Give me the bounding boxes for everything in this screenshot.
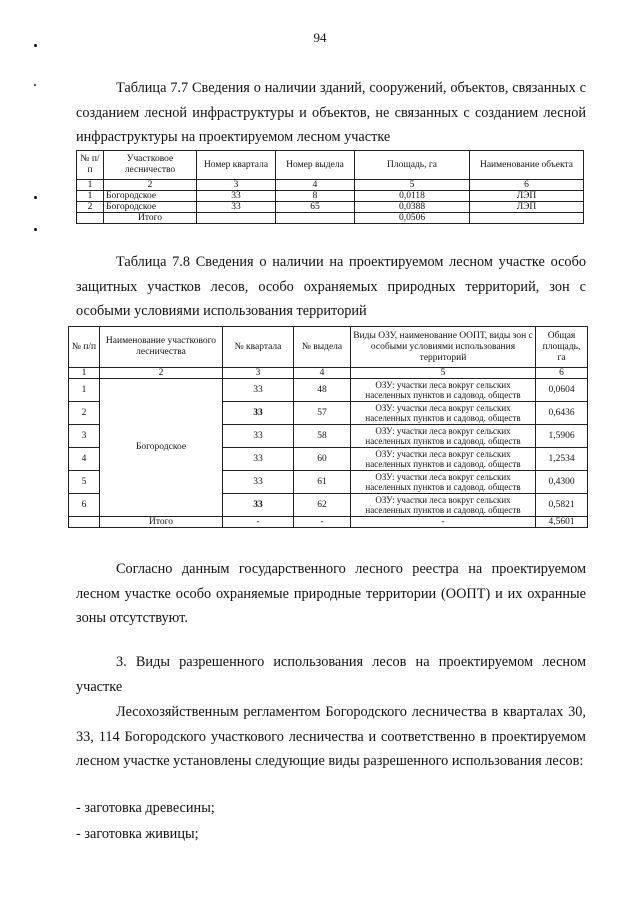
paragraph-oopt: Согласно данным государственного лесного реестра на проектируемом лесном участке особо охраняемые природные территории (ООПТ) и их охранные зоны отсутствуют. — [76, 561, 586, 626]
table-header-row — [77, 151, 584, 180]
header-cell: № п/п — [69, 327, 100, 368]
plot-cell: 48 — [294, 379, 351, 402]
zone-cell: ОЗУ: участки леса вокруг сельских населенных пунктов и садовод. обществ — [351, 448, 536, 471]
area-cell: 1,2534 — [536, 448, 588, 471]
plot-cell: 62 — [294, 494, 351, 517]
forestry-cell: Богородское — [104, 191, 197, 202]
scan-mark — [34, 196, 37, 199]
total-row — [77, 213, 584, 224]
forestry-cell: Богородское — [100, 379, 223, 517]
row-number: 2 — [69, 402, 100, 425]
plot-cell: 58 — [294, 425, 351, 448]
header-cell: № п/п — [77, 151, 104, 180]
row-number: 4 — [69, 448, 100, 471]
index-cell: 2 — [104, 180, 197, 191]
index-cell: 6 — [470, 180, 584, 191]
area-cell: 1,5906 — [536, 425, 588, 448]
zone-cell: ОЗУ: участки леса вокруг сельских населенных пунктов и садовод. обществ — [351, 379, 536, 402]
area-cell: 0,0118 — [355, 191, 470, 202]
quarter-cell: 33 — [223, 379, 294, 402]
table-7-8 — [68, 326, 588, 528]
header-cell: № квартала — [223, 327, 294, 368]
header-cell: Номер выдела — [276, 151, 355, 180]
table-row — [77, 191, 584, 202]
zone-cell: ОЗУ: участки леса вокруг сельских населенных пунктов и садовод. обществ — [351, 402, 536, 425]
plot-cell: 8 — [276, 191, 355, 202]
row-number: 5 — [69, 471, 100, 494]
quarter-cell: 33 — [223, 402, 294, 425]
quarter-cell: 33 — [223, 494, 294, 517]
index-cell: 1 — [77, 180, 104, 191]
table-7-8-caption: Таблица 7.8 Сведения о наличии на проектируемом лесном участке особо защитных участков лесов, особо охраняемых природных территорий, зон с особыми условиями использования территорий — [76, 254, 586, 319]
header-cell: Наименование объекта — [470, 151, 584, 180]
total-row — [69, 517, 588, 528]
plot-cell: 60 — [294, 448, 351, 471]
area-cell: 0,6436 — [536, 402, 588, 425]
area-cell: 0,4300 — [536, 471, 588, 494]
quarter-cell: 33 — [223, 448, 294, 471]
index-row — [69, 368, 588, 379]
index-cell: 2 — [100, 368, 223, 379]
total-area: 4,5601 — [536, 517, 588, 528]
row-number: 3 — [69, 425, 100, 448]
header-cell: № выдела — [294, 327, 351, 368]
plot-cell: 57 — [294, 402, 351, 425]
header-cell: Виды ОЗУ, наименование ООПТ, виды зон с особыми условиями использования территорий — [351, 327, 536, 368]
total-label: Итого — [104, 213, 197, 224]
paragraph-uses: Лесохозяйственным регламентом Богородского лесничества в кварталах 30, 33, 114 Богородского участкового лесничества и соответственно в проектируемом лесном участке установлены следующие виды разрешенного использования лесов: — [76, 704, 586, 769]
object-cell: ЛЭП — [470, 191, 584, 202]
area-cell: 0,5821 — [536, 494, 588, 517]
section-3-heading: 3. Виды разрешенного использования лесов на проектируемом лесном участке — [76, 654, 586, 695]
row-number: 2 — [77, 202, 104, 213]
plot-cell: 61 — [294, 471, 351, 494]
header-cell: Наименование участкового лесничества — [100, 327, 223, 368]
total-area: 0,0506 — [355, 213, 470, 224]
index-cell: 3 — [197, 180, 276, 191]
header-cell: Площадь, га — [355, 151, 470, 180]
row-number: 1 — [77, 191, 104, 202]
zone-cell: ОЗУ: участки леса вокруг сельских населенных пунктов и садовод. обществ — [351, 425, 536, 448]
index-cell: 5 — [351, 368, 536, 379]
index-cell: 5 — [355, 180, 470, 191]
total-quarter: - — [223, 517, 294, 528]
table-7-7-caption: Таблица 7.7 Сведения о наличии зданий, сооружений, объектов, связанных с созданием лесной инфраструктуры и объектов, не связанных с созданием лесной инфраструктуры на проектируемом лесном участке — [76, 80, 586, 145]
table-7-7 — [76, 150, 584, 224]
scan-mark — [34, 228, 37, 231]
quarter-cell: 33 — [223, 425, 294, 448]
total-plot: - — [294, 517, 351, 528]
forestry-cell: Богородское — [104, 202, 197, 213]
table-row — [77, 202, 584, 213]
quarter-cell: 33 — [223, 471, 294, 494]
header-cell: Участковое лесничество — [104, 151, 197, 180]
header-cell: Номер квартала — [197, 151, 276, 180]
index-cell: 3 — [223, 368, 294, 379]
scan-mark — [34, 84, 36, 86]
quarter-cell: 33 — [197, 191, 276, 202]
index-cell: 4 — [276, 180, 355, 191]
zone-cell: ОЗУ: участки леса вокруг сельских населенных пунктов и садовод. обществ — [351, 494, 536, 517]
row-number: 1 — [69, 379, 100, 402]
quarter-cell: 33 — [197, 202, 276, 213]
index-row — [77, 180, 584, 191]
index-cell: 6 — [536, 368, 588, 379]
table-row — [69, 379, 588, 402]
list-item: - заготовка живицы; — [76, 826, 199, 842]
index-cell: 1 — [69, 368, 100, 379]
row-number: 6 — [69, 494, 100, 517]
total-zone: - — [351, 517, 536, 528]
page-number: 94 — [313, 30, 327, 45]
area-cell: 0,0388 — [355, 202, 470, 213]
list-item: - заготовка древесины; — [76, 800, 215, 816]
plot-cell: 65 — [276, 202, 355, 213]
header-cell: Общая площадь, га — [536, 327, 588, 368]
area-cell: 0,0604 — [536, 379, 588, 402]
total-label: Итого — [100, 517, 223, 528]
zone-cell: ОЗУ: участки леса вокруг сельских населенных пунктов и садовод. обществ — [351, 471, 536, 494]
object-cell: ЛЭП — [470, 202, 584, 213]
index-cell: 4 — [294, 368, 351, 379]
table-header-row — [69, 327, 588, 368]
